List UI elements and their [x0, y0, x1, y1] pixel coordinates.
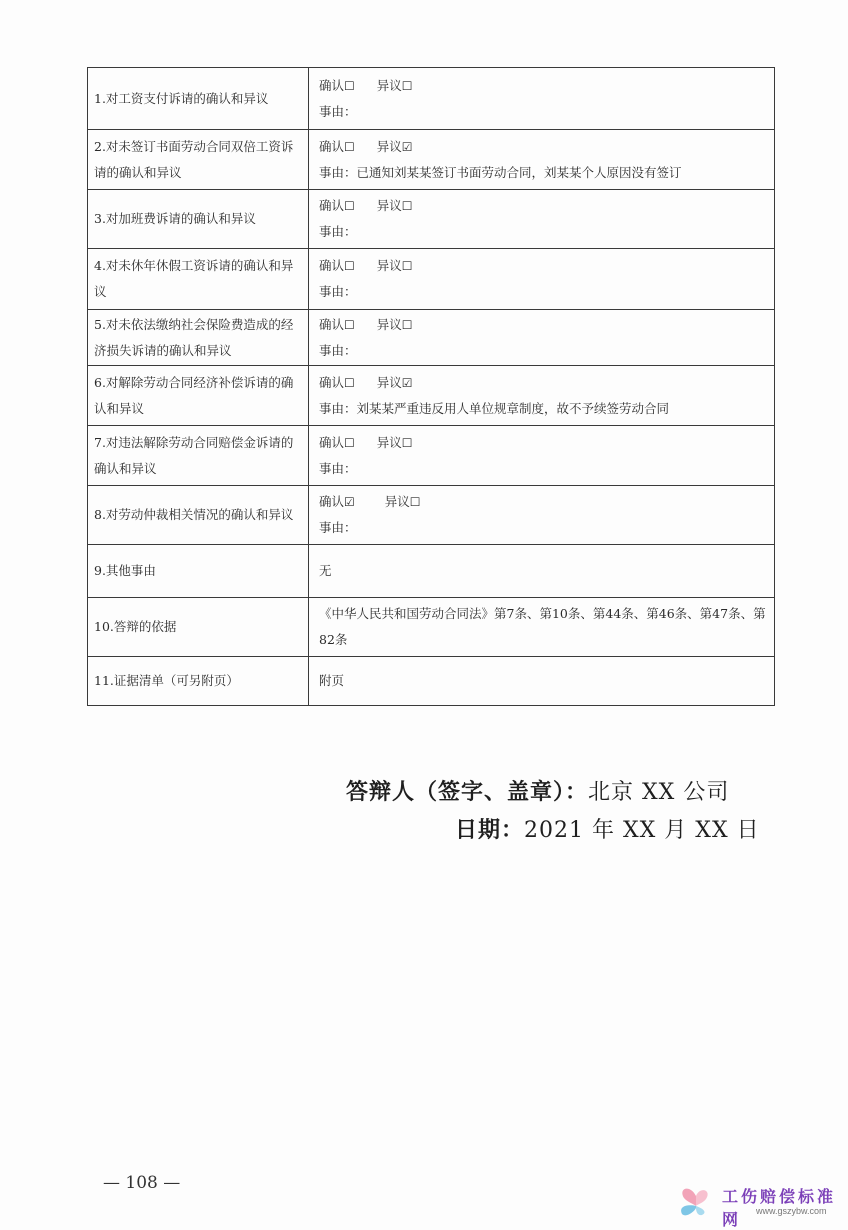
row-content [309, 486, 775, 545]
row-content [309, 68, 775, 130]
reason-field: 事由： [319, 342, 357, 358]
row-content [309, 426, 775, 486]
confirm-option[interactable]: 确认☐ [319, 434, 355, 450]
reason-field: 事由： [319, 224, 357, 239]
object-option[interactable]: 异议☑ [376, 374, 413, 390]
row-label: 10.答辩的依据 [88, 598, 309, 657]
table-row [88, 426, 775, 486]
watermark-url: www.gszybw.com [756, 1206, 827, 1216]
respondent-label: 答辩人（签字、盖章）： [346, 779, 589, 805]
checkbox-icon: ☐ [409, 495, 421, 509]
date-line [455, 813, 760, 844]
butterfly-heart-logo-icon [676, 1182, 716, 1218]
other-matters-value: 无 [309, 545, 775, 598]
table-row [88, 545, 775, 598]
checkbox-icon: ☐ [344, 78, 355, 93]
checkbox-icon: ☐ [344, 259, 355, 273]
checkbox-icon: ☐ [401, 78, 413, 93]
row-content [309, 190, 775, 249]
checkbox-icon: ☐ [344, 199, 355, 213]
object-option[interactable]: 异议☐ [376, 316, 413, 332]
respondent-signature-line [346, 775, 729, 806]
reason-field: 事由： [319, 520, 357, 535]
confirm-option[interactable]: 确认☐ [319, 138, 355, 154]
object-option[interactable]: 异议☐ [376, 198, 413, 213]
row-label: 9.其他事由 [88, 545, 309, 598]
reason-field: 事由： [319, 284, 357, 299]
checkbox-icon: ☐ [344, 375, 355, 390]
row-label: 2.对未签订书面劳动合同双倍工资诉请的确认和异议 [88, 130, 309, 190]
table-row [88, 310, 775, 366]
confirm-option[interactable]: 确认☐ [319, 316, 355, 332]
table-row [88, 249, 775, 310]
row-label: 3.对加班费诉请的确认和异议 [88, 190, 309, 249]
table-row [88, 366, 775, 426]
table-row [88, 657, 775, 706]
object-option[interactable]: 异议☐ [376, 258, 413, 273]
respondent-value: 北京 XX 公司 [588, 780, 730, 805]
checkbox-icon: ☐ [401, 259, 413, 273]
table-row [88, 130, 775, 190]
row-label: 5.对未依法缴纳社会保险费造成的经济损失诉请的确认和异议 [88, 310, 309, 366]
row-content [309, 249, 775, 310]
row-label: 1.对工资支付诉请的确认和异议 [88, 68, 309, 130]
confirm-option[interactable]: 确认☐ [319, 374, 355, 390]
object-option[interactable]: 异议☐ [376, 434, 413, 450]
row-label: 6.对解除劳动合同经济补偿诉请的确认和异议 [88, 366, 309, 426]
checkbox-icon: ☐ [344, 139, 355, 154]
reason-field: 事由：刘某某严重违反用人单位规章制度，故不予续签劳动合同 [319, 400, 670, 416]
checked-checkbox-icon: ☑ [401, 139, 413, 154]
checkbox-icon: ☐ [401, 435, 413, 450]
watermark-title: 工伤赔偿标准网 [722, 1187, 837, 1229]
row-content [309, 130, 775, 190]
date-value: 2021 年 XX 月 XX 日 [524, 818, 760, 843]
confirm-option[interactable]: 确认☐ [319, 258, 355, 273]
evidence-list-value: 附页 [309, 657, 775, 706]
row-label: 4.对未休年休假工资诉请的确认和异议 [88, 249, 309, 310]
reason-field: 事由：已通知刘某某签订书面劳动合同，刘某某个人原因没有签订 [319, 164, 682, 180]
table-row [88, 68, 775, 130]
row-content [309, 310, 775, 366]
date-label: 日期： [455, 817, 525, 843]
reason-field: 事由： [319, 460, 357, 476]
confirm-option[interactable]: 确认☐ [319, 198, 355, 213]
watermark [676, 1180, 848, 1229]
checkbox-icon: ☐ [344, 317, 355, 332]
table-row [88, 190, 775, 249]
reason-field: 事由： [319, 103, 357, 119]
defense-basis-value: 《中华人民共和国劳动合同法》第7条、第10条、第44条、第46条、第47条、第82条 [309, 598, 775, 657]
object-option[interactable]: 异议☑ [376, 138, 413, 154]
row-label: 7.对违法解除劳动合同赔偿金诉请的确认和异议 [88, 426, 309, 486]
checkbox-icon: ☐ [344, 435, 355, 450]
checkbox-icon: ☐ [401, 199, 413, 213]
confirm-option[interactable]: 确认☐ [319, 77, 355, 93]
object-option[interactable]: 异议☐ [376, 77, 413, 93]
defense-form-table [87, 67, 775, 706]
page-number: — 108 — [103, 1173, 181, 1193]
table-row [88, 598, 775, 657]
checked-checkbox-icon: ☑ [401, 375, 413, 390]
checkbox-icon: ☐ [401, 317, 413, 332]
row-content [309, 366, 775, 426]
table-row [88, 486, 775, 545]
object-option[interactable]: 异议☐ [384, 494, 421, 509]
checked-checkbox-icon: ☑ [344, 495, 355, 509]
row-label: 11.证据清单（可另附页） [88, 657, 309, 706]
confirm-option[interactable]: 确认☑ [319, 494, 355, 509]
row-label: 8.对劳动仲裁相关情况的确认和异议 [88, 486, 309, 545]
